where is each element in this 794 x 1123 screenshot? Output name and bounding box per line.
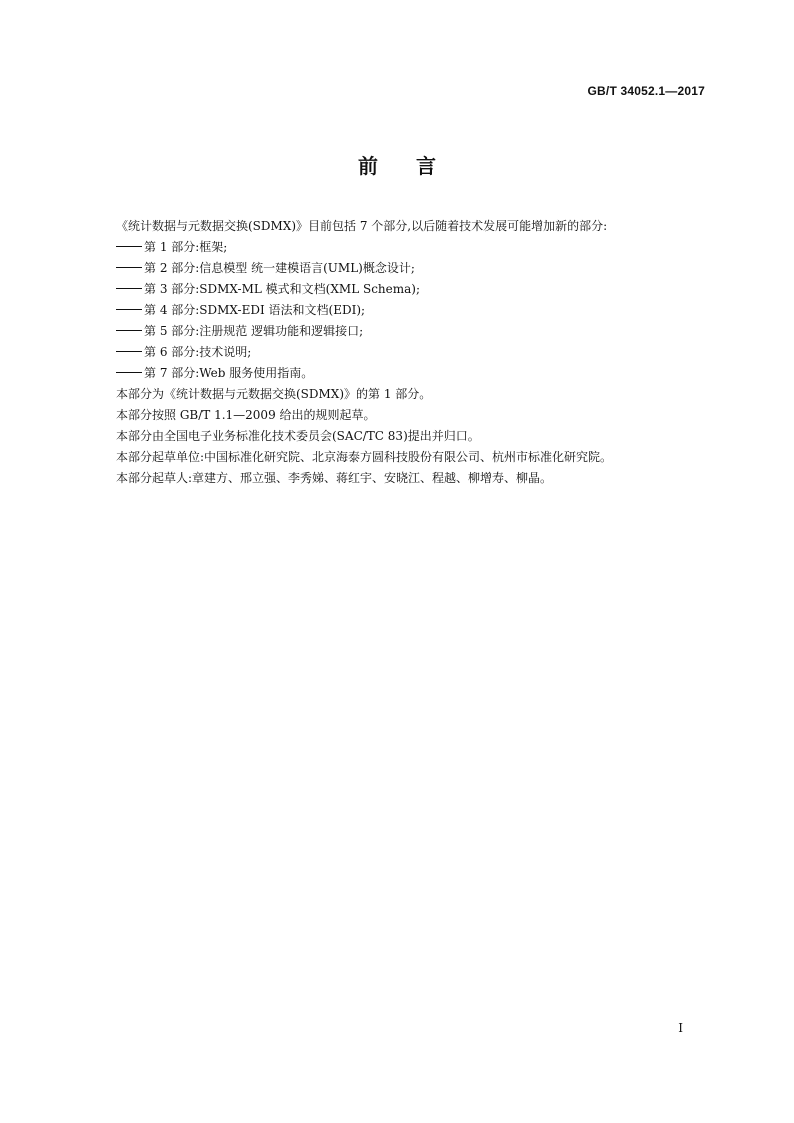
part-list-item <box>116 279 696 300</box>
dash-mark <box>116 288 142 290</box>
page-title: 前言 <box>358 154 474 178</box>
page-number: I <box>678 1021 683 1035</box>
statement-paragraph: 本部分由全国电子业务标准化技术委员会(SAC/TC 83)提出并归口。 <box>116 429 480 443</box>
statement-paragraph: 本部分起草人:章建方、邢立强、李秀娣、蒋红宇、安晓江、程越、柳增寿、柳晶。 <box>116 471 553 485</box>
part-text: 第 1 部分:框架; <box>144 240 228 254</box>
part-list-item <box>116 258 696 279</box>
intro-paragraph: 《统计数据与元数据交换(SDMX)》目前包括 7 个部分,以后随着技术发展可能增加新的部分: <box>116 219 608 233</box>
foreword-body <box>116 216 696 489</box>
dash-mark <box>116 351 142 353</box>
part-text: 第 4 部分:SDMX-EDI 语法和文档(EDI); <box>144 303 366 317</box>
statement-paragraph: 本部分为《统计数据与元数据交换(SDMX)》的第 1 部分。 <box>116 387 432 401</box>
standard-code: GB/T 34052.1—2017 <box>587 84 705 98</box>
dash-mark <box>116 267 142 269</box>
part-list-item <box>116 300 696 321</box>
part-text: 第 7 部分:Web 服务使用指南。 <box>144 366 314 380</box>
dash-mark <box>116 372 142 374</box>
dash-mark <box>116 246 142 248</box>
part-text: 第 5 部分:注册规范 逻辑功能和逻辑接口; <box>144 324 364 338</box>
part-list-item <box>116 321 696 342</box>
statement-paragraph: 本部分按照 GB/T 1.1—2009 给出的规则起草。 <box>116 408 376 422</box>
statement-paragraph: 本部分起草单位:中国标准化研究院、北京海泰方圆科技股份有限公司、杭州市标准化研究院。 <box>116 450 613 464</box>
part-text: 第 3 部分:SDMX-ML 模式和文档(XML Schema); <box>144 282 421 296</box>
part-list-item <box>116 363 696 384</box>
part-text: 第 6 部分:技术说明; <box>144 345 252 359</box>
part-list-item <box>116 237 696 258</box>
dash-mark <box>116 330 142 332</box>
part-list-item <box>116 342 696 363</box>
dash-mark <box>116 309 142 311</box>
part-text: 第 2 部分:信息模型 统一建模语言(UML)概念设计; <box>144 261 415 275</box>
